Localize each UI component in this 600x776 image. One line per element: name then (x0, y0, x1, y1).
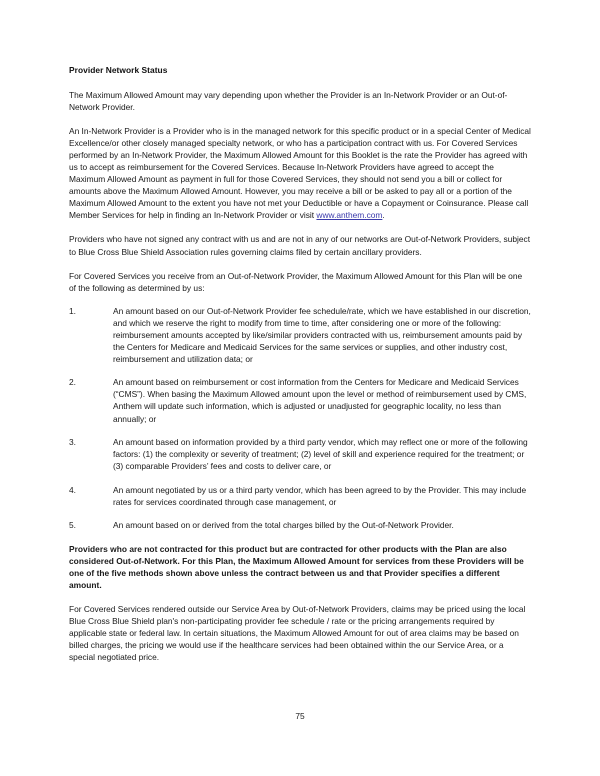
list-item (69, 436, 531, 472)
list-item-text: An amount negotiated by us or a third party vendor, which has been agreed to by the Provider. This may include rates for services coordinated through case management, or (113, 484, 527, 507)
paragraph-network-status-intro: The Maximum Allowed Amount may vary depending upon whether the Provider is an In-Network Provider or an Out-of-Network Provider. (69, 90, 508, 113)
document-body (69, 64, 531, 675)
list-item (69, 376, 531, 424)
list-item-text: An amount based on or derived from the total charges billed by the Out-of-Network Provider. (113, 520, 454, 531)
paragraph-in-network-provider-text: An In-Network Provider is a Provider who is in the managed network for this specific product or in a special Center of Medical Excellence/or other closely managed specialty network, or who has a participation contract with us. For Covered Services performed by an In-Network Provider, the Maximum Allowed Amount for this Booklet is the rate the Provider has agreed with us to accept as reimbursement for the Covered Services. Because In-Network Providers have agreed to accept the Maximum Allowed Amount as payment in full for those Covered Services, they should not send you a bill or collect for amounts above the Maximum Allowed Amount. However, you may receive a bill or be asked to pay all or a portion of the Maximum Allowed Amount to the extent you have not met your Deductible or have a Copayment or Coinsurance. Please call Member Services for help in finding an In-Network Provider or visit (69, 126, 531, 221)
list-item-number: 3. (69, 437, 76, 448)
list-item (69, 305, 531, 365)
list-item-text: An amount based on information provided by a third party vendor, which may reflect one or more of the following factors: (1) the complexity or severity of treatment; (2) level of skill and experience required for the treatment; or (3) comparable Providers’ fees and costs to deliver care, or (113, 437, 528, 472)
list-item (69, 484, 531, 508)
list-item-number: 2. (69, 377, 76, 388)
section-heading: Provider Network Status (69, 65, 168, 75)
paragraph-non-contracted-providers-bold: Providers who are not contracted for this product but are contracted for other products with the Plan are also considered Out-of-Network. For this Plan, the Maximum Allowed Amount for services from these Providers will be one of the five methods shown above unless the contract between us and that Provider specifies a different amount. (69, 543, 524, 590)
list-item-number: 1. (69, 305, 76, 316)
list-item (69, 519, 531, 531)
page-number: 75 (295, 711, 305, 721)
list-item-number: 5. (69, 520, 76, 531)
anthem-website-link[interactable]: www.anthem.com (316, 210, 383, 221)
list-item-text: An amount based on reimbursement or cost information from the Centers for Medicare and Medicaid Services (“CMS”). When basing the Maximum Allowed amount upon the level or method of reimbursement used by CMS, Anthem will update such information, which is adjusted or unadjusted for geographic locality, no less than annually; or (113, 377, 527, 424)
paragraph-out-of-network-providers: Providers who have not signed any contract with us and are not in any of our networks are Out-of-Network Providers, subject to Blue Cross Blue Shield Association rules governing claims filed by certain ancillary providers. (69, 234, 531, 257)
list-item-number: 4. (69, 484, 76, 495)
allowed-amount-methods-list (69, 305, 531, 532)
paragraph-out-of-service-area: For Covered Services rendered outside our Service Area by Out-of-Network Providers, claims may be priced using the local Blue Cross Blue Shield plan's non-participating provider fee schedule / rate or the pricing arrangements required by applicable state or federal law. In certain situations, the Maximum Allowed Amount for out of area claims may be based on billed charges, the pricing we would use if the healthcare services had been obtained within the our Service Area, or a special negotiated price. (69, 604, 526, 663)
paragraph-in-network-provider (69, 125, 531, 221)
paragraph-in-network-provider-tail: . (382, 210, 385, 221)
list-item-text: An amount based on our Out-of-Network Provider fee schedule/rate, which we have established in our discretion, and which we reserve the right to modify from time to time, after considering one or more of the following: reimbursement amounts accepted by like/similar providers contracted with us, reimbursement amounts paid by the Centers for Medicare and Medicaid Services for the same services or supplies, and other industry cost, reimbursement and utilization data; or (113, 305, 531, 364)
paragraph-maximum-allowed-amount-intro: For Covered Services you receive from an Out-of-Network Provider, the Maximum Allowed Amount for this Plan will be one of the following as determined by us: (69, 270, 523, 293)
